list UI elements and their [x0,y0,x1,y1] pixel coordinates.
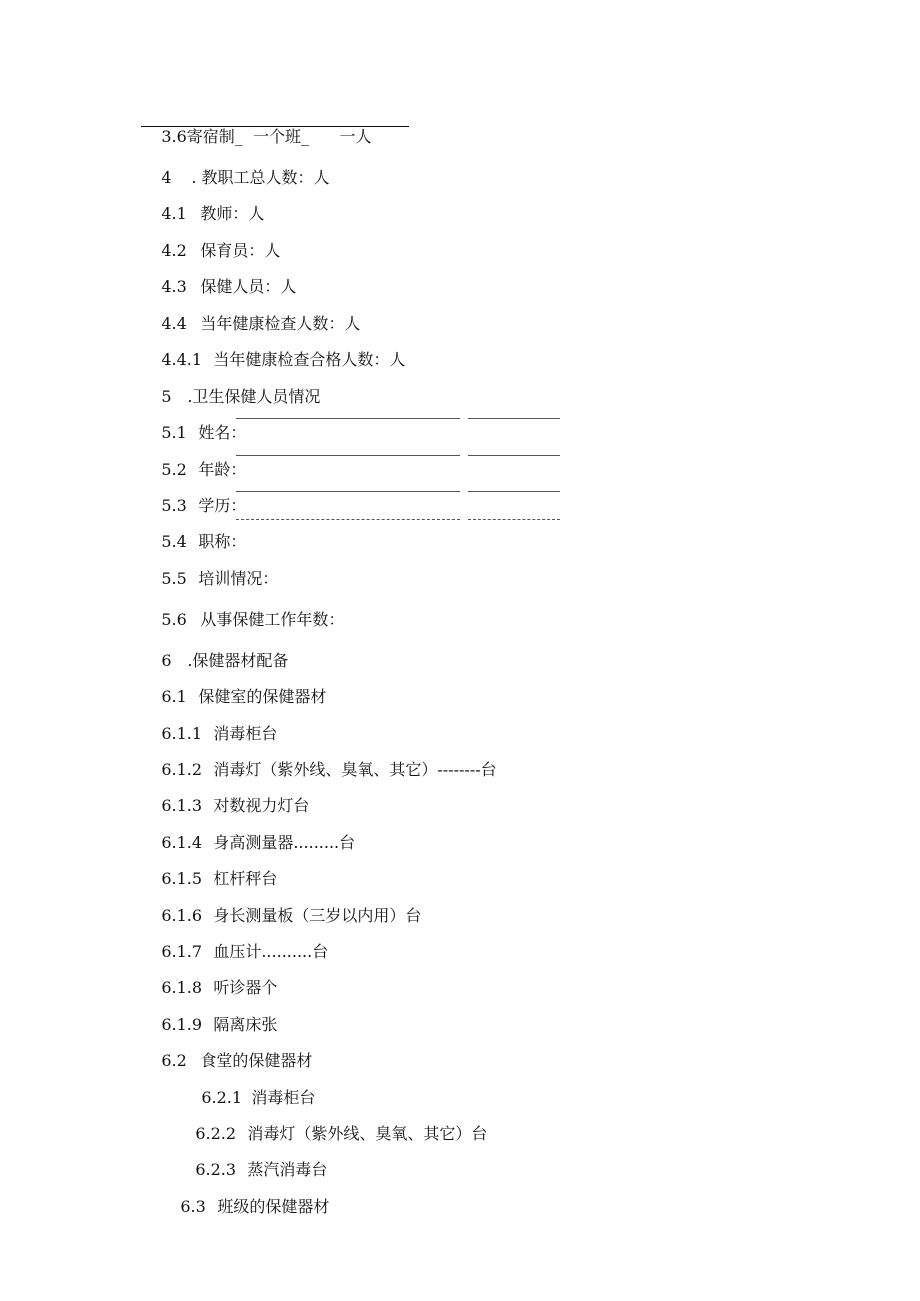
line-text: 从事保健工作年数： [200,610,345,629]
line-text: 身长测量板（三岁以内用）台 [213,906,422,925]
section-number: 6.1.8 [161,978,203,997]
section-number: 4 [161,168,172,187]
section-number: 6.1.5 [161,869,203,888]
section-number: 5.4 [161,532,187,551]
line-6-1-8 [141,955,278,997]
section-number: 5.5 [161,569,187,588]
line-text: 寄宿制_ 一个班_ 一人 [186,127,372,146]
section-number: 5.2 [161,460,187,479]
line-text: 血压计..........台 [213,942,329,961]
line-6-1 [141,664,327,706]
line-5-1 [141,400,247,442]
section-number: 6.1.7 [161,942,203,961]
line-text: 消毒灯（紫外线、臭氧、其它）台 [247,1124,488,1143]
line-5-5 [141,546,279,588]
line-4-1 [141,181,265,223]
line-text: 年龄： [198,460,247,479]
line-6-1-6 [141,883,422,925]
line-text: 身高测量器.........台 [213,833,356,852]
section-number: 4.4.1 [161,350,203,369]
line-text: 保健人员：人 [200,277,297,296]
line-text: 姓名： [198,423,247,442]
line-6-1-5 [141,846,278,888]
line-4-4-1 [141,327,406,369]
line-text: 保健室的保健器材 [198,687,327,706]
line-6 [141,628,289,670]
line-text: .保健器材配备 [187,651,289,670]
line-6-2-3 [175,1137,328,1179]
line-text: 食堂的保健器材 [200,1051,313,1070]
line-4-2 [141,218,281,260]
section-number: 4.3 [161,277,187,296]
line-text: 学历： [198,496,247,515]
line-text: 消毒柜台 [251,1088,316,1107]
section-number: 6.2.1 [201,1088,243,1107]
section-number: 5.6 [161,610,187,629]
section-number: 6.1.9 [161,1015,203,1034]
line-text: 当年健康检查人数：人 [200,314,361,333]
section-number: 6.1.1 [161,724,203,743]
line-text: .卫生保健人员情况 [187,387,321,406]
line-text: 职称： [198,532,247,551]
section-number: 4.4 [161,314,187,333]
section-number: 3.6 [161,127,187,146]
line-6-2-1 [181,1065,316,1107]
line-text: . 教职工总人数：人 [191,168,330,187]
section-number: 6 [161,651,172,670]
age-blank-2 [468,455,560,456]
line-6-1-4 [141,810,356,852]
section-number: 6.1.6 [161,906,203,925]
line-3-6 [141,104,409,146]
section-number: 6.1.4 [161,833,203,852]
line-6-1-7 [141,919,329,961]
line-5 [141,364,321,406]
line-6-2 [141,1028,313,1070]
line-text: 当年健康检查合格人数：人 [213,350,406,369]
section-number: 6.2 [161,1051,187,1070]
section-number: 4.2 [161,241,187,260]
line-4-3 [141,254,297,296]
line-5-2 [141,437,247,479]
name-blank-2 [468,418,560,419]
line-5-3 [141,473,247,515]
section-number: 5.3 [161,496,187,515]
line-text: 听诊器个 [213,978,278,997]
line-text: 蒸汽消毒台 [247,1160,328,1179]
line-6-3 [160,1174,330,1216]
title-blank-1 [236,519,460,520]
line-text: 班级的保健器材 [217,1197,330,1216]
education-blank-2 [468,491,560,492]
line-4-4 [141,291,361,333]
line-text: 消毒柜台 [213,724,278,743]
section-number: 6.1.2 [161,760,203,779]
line-text: 培训情况： [198,569,279,588]
line-5-4 [141,509,247,551]
section-number: 5 [161,387,172,406]
age-blank-1 [236,455,460,456]
line-6-1-1 [141,701,278,743]
section-number: 6.3 [180,1197,206,1216]
education-blank-1 [236,491,460,492]
line-text: 消毒灯（紫外线、臭氧、其它）--------台 [213,760,497,779]
section-number: 6.2.3 [195,1160,237,1179]
line-text: 对数视力灯台 [213,796,310,815]
section-number: 6.1 [161,687,187,706]
line-4 [141,145,330,187]
line-6-2-2 [175,1101,488,1143]
line-6-1-3 [141,773,310,815]
line-text: 教师：人 [200,204,265,223]
line-5-6 [141,587,345,629]
name-blank-1 [236,418,460,419]
section-number: 5.1 [161,423,187,442]
line-text: 保育员：人 [200,241,281,260]
section-number: 6.1.3 [161,796,203,815]
title-blank-2 [468,519,560,520]
section-number: 4.1 [161,204,187,223]
line-text: 杠杆秤台 [213,869,278,888]
section-number: 6.2.2 [195,1124,237,1143]
line-6-1-9 [141,992,278,1034]
line-text: 隔离床张 [213,1015,278,1034]
line-6-1-2 [141,737,497,779]
